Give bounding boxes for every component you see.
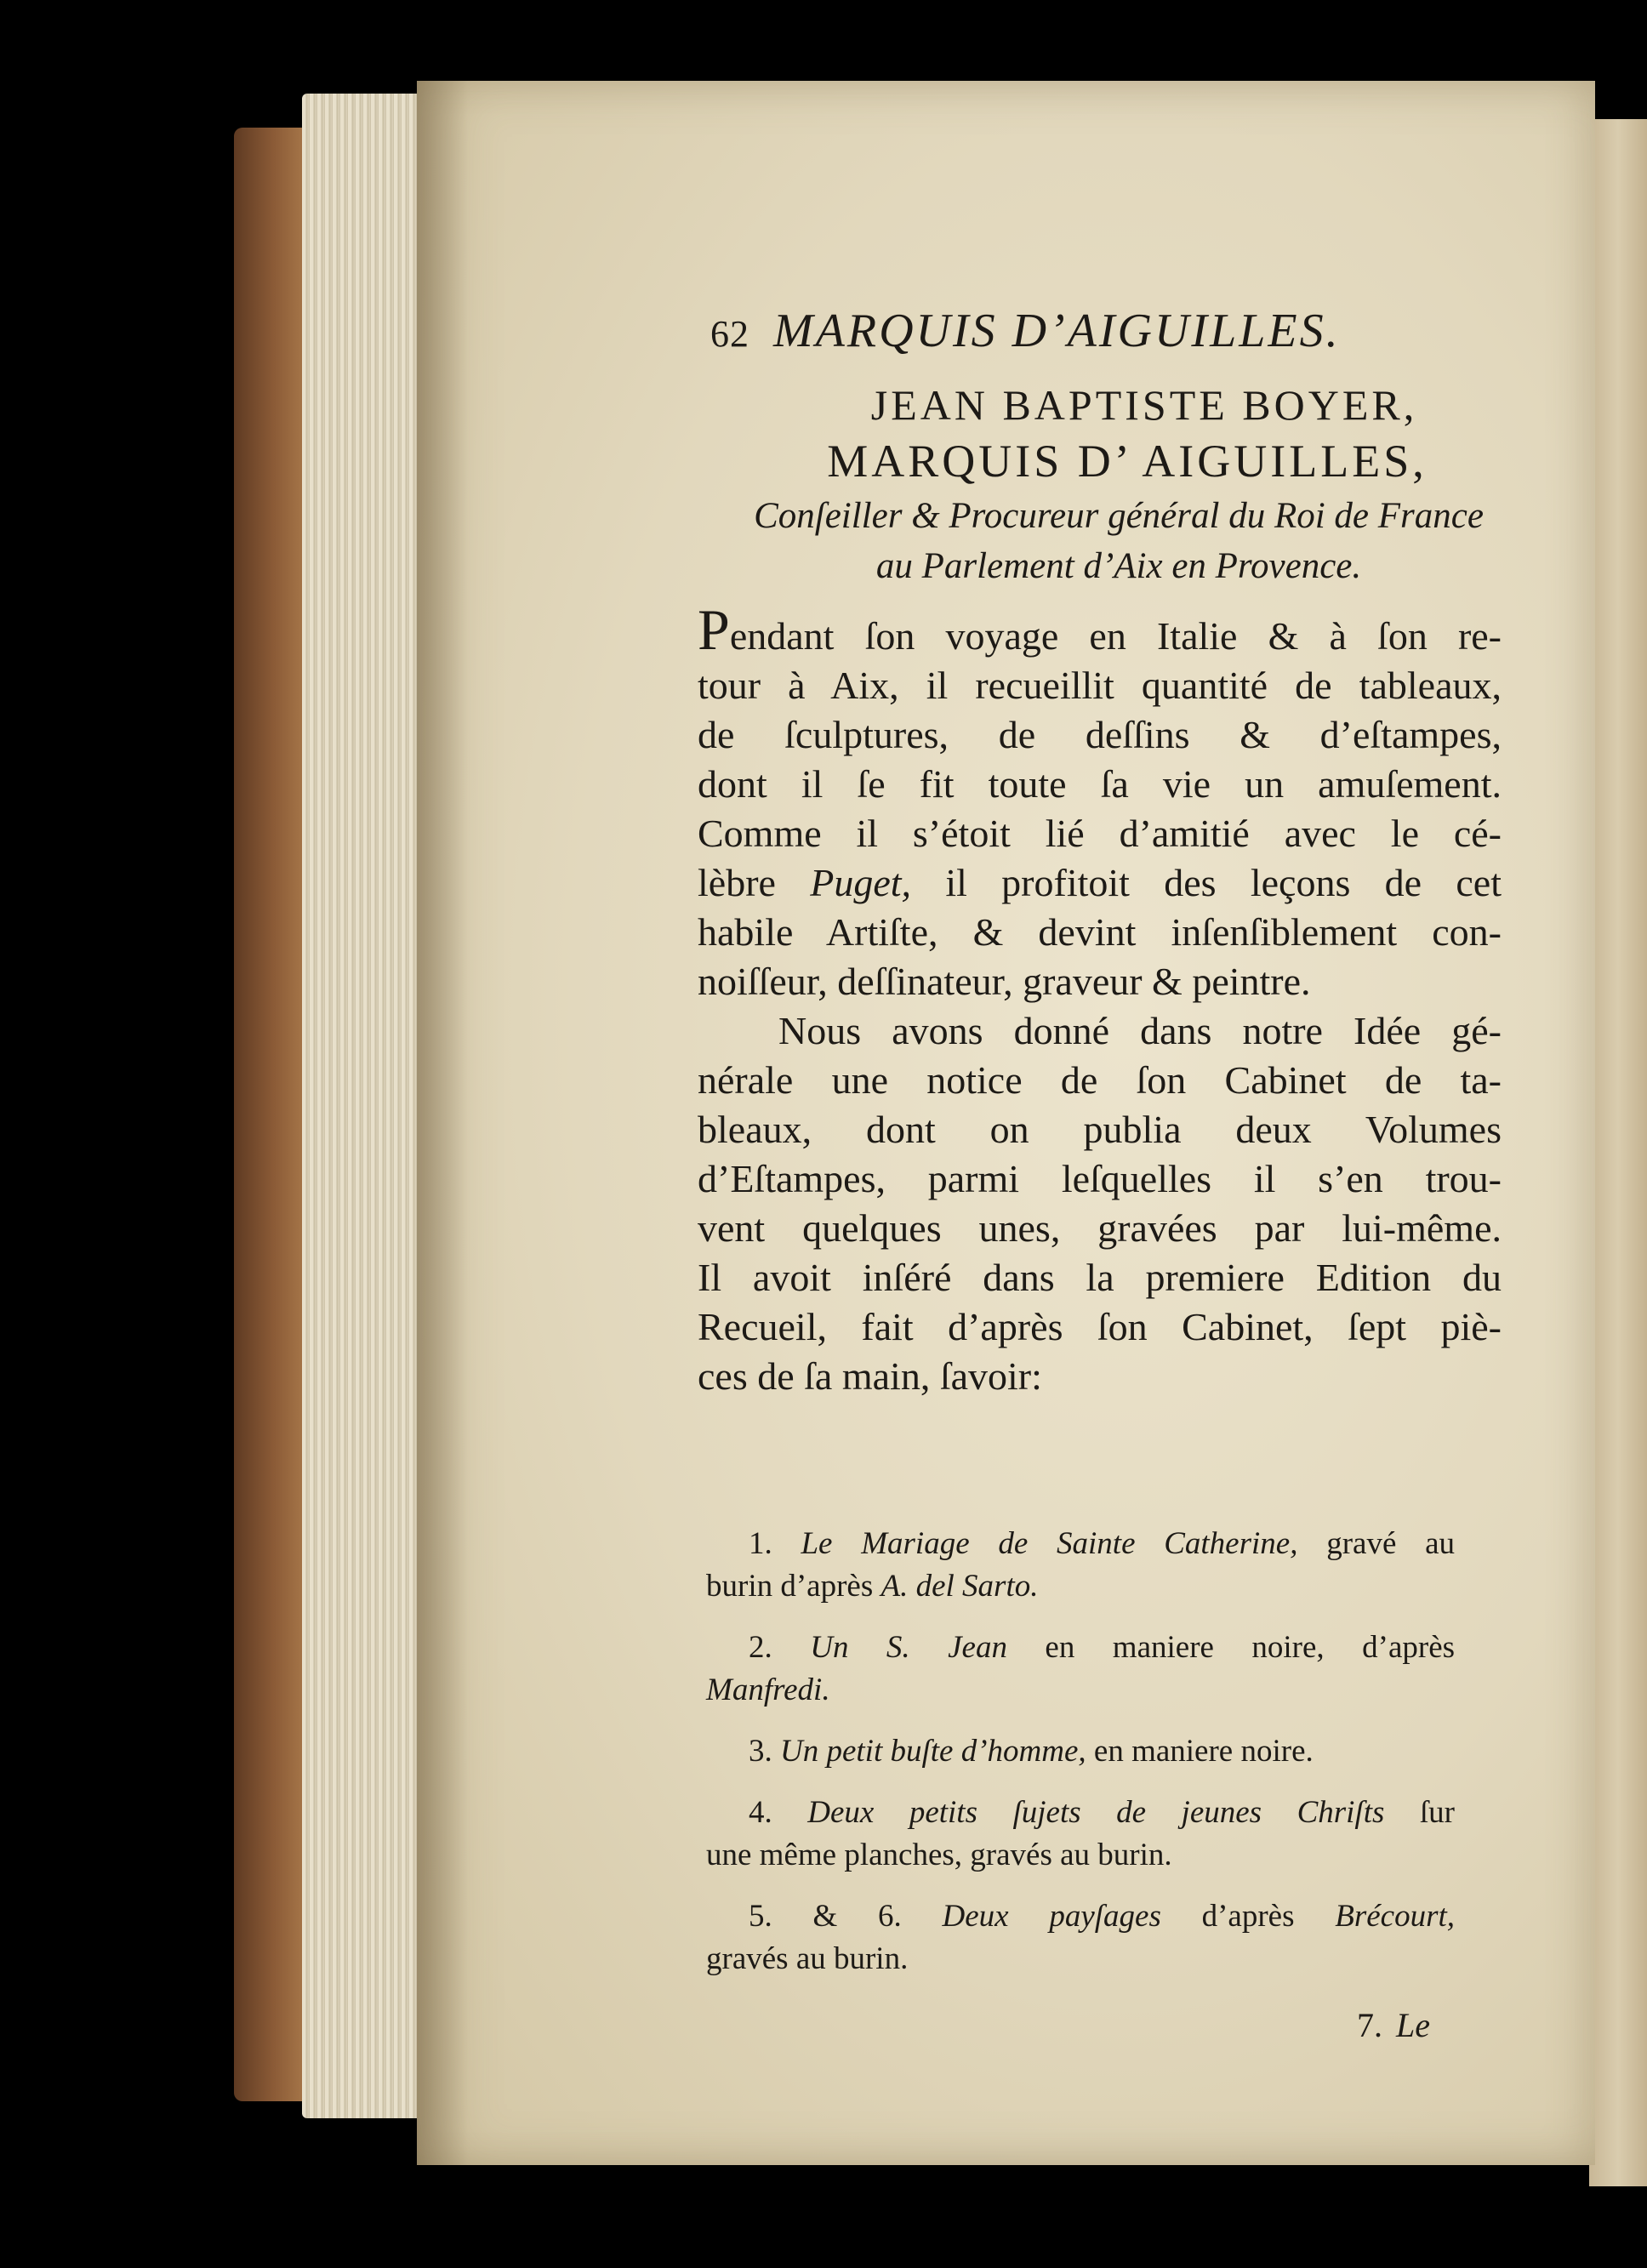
- text-line: Nous avons donné dans notre Idée gé-: [778, 1009, 1502, 1052]
- body-text: [698, 597, 1502, 1401]
- running-title: MARQUIS D’AIGUILLES.: [773, 305, 1341, 357]
- text-line: dont il ſe fit toute ſa vie un amuſement.: [698, 762, 1502, 806]
- name-puget: Puget,: [810, 861, 912, 904]
- text-line: ces de ſa main, ſavoir:: [698, 1354, 1042, 1398]
- title-name: JEAN BAPTISTE BOYER,: [870, 381, 1418, 429]
- text-line: d’Eſtampes, parmi leſquelles il s’en trou-: [698, 1157, 1502, 1200]
- text-line: Recueil, fait d’après ſon Cabinet, ſept piè-: [698, 1305, 1502, 1348]
- catchword: 7. Le: [1357, 2006, 1430, 2044]
- text-line: bleaux, dont on publia deux Volumes: [698, 1108, 1502, 1151]
- text-line: Il avoit inſéré dans la premiere Edition du: [698, 1256, 1502, 1299]
- entry-title: [698, 379, 1540, 591]
- facing-page-edge: [1589, 119, 1647, 2186]
- text-line: Pendant ſon voyage en Italie & à ſon re-: [698, 597, 1502, 662]
- text-line: noiſſeur, deſſinateur, graveur & peintre.: [698, 960, 1311, 1003]
- text-line: Comme il s’étoit lié d’amitié avec le cé-: [698, 812, 1502, 855]
- running-head: [710, 304, 1561, 358]
- work-item: 1. Le Mariage de Sainte Catherine, gravé au burin d’après A. del Sarto.: [706, 1526, 1456, 1604]
- drop-cap: P: [698, 597, 730, 662]
- title-office-line1: Conſeiller & Procureur général du Roi de France: [754, 496, 1484, 536]
- work-item: 5. & 6. Deux payſages d’après Brécourt, gravés au burin.: [706, 1899, 1456, 1976]
- title-marquis: MARQUIS D’ AIGUILLES,: [827, 436, 1428, 487]
- text-line: tour à Aix, il recueillit quantité de tableaux,: [698, 664, 1502, 707]
- works-list: [706, 1523, 1455, 1999]
- text-line: nérale une notice de ſon Cabinet de ta-: [698, 1058, 1502, 1102]
- text-line: de ſculptures, de deſſins & d’eſtampes,: [698, 713, 1502, 756]
- book-page: [417, 81, 1595, 2165]
- text-line: vent quelques unes, gravées par lui-même.: [698, 1206, 1502, 1250]
- work-item: 3. Un petit buſte d’homme, en maniere noire.: [749, 1734, 1314, 1769]
- gutter-shadow: [417, 81, 468, 2165]
- title-office-line2: au Parlement d’Aix en Provence.: [875, 546, 1362, 586]
- work-item: 2. Un S. Jean en maniere noire, d’après Manfredi.: [706, 1630, 1456, 1707]
- work-item: 4. Deux petits ſujets de jeunes Chriſts ſur une même planches, gravés au burin.: [706, 1795, 1455, 1872]
- text-line: habile Artiſte, & devint inſenſiblement con-: [698, 910, 1502, 954]
- page-number: 62: [710, 313, 749, 355]
- text-line: lèbre Puget, il profitoit des leçons de cet: [698, 861, 1502, 904]
